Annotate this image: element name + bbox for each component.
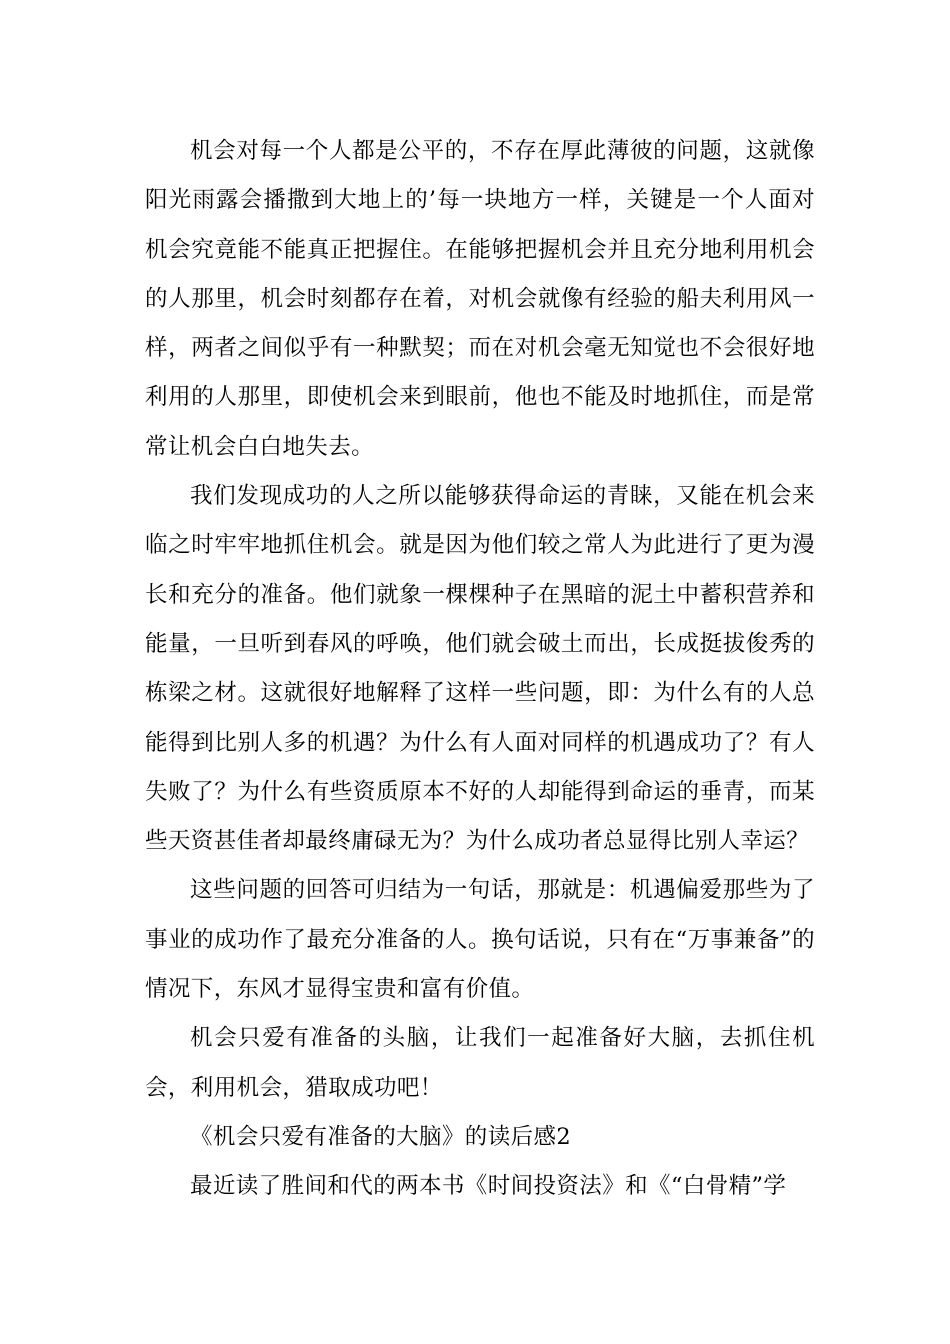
paragraph-conclusion: 机会只爱有准备的头脑，让我们一起准备好大脑，去抓住机会，利用机会，猎取成功吧！ [145,1025,815,1101]
section-heading: 《机会只爱有准备的大脑》的读后感2 [190,1123,572,1150]
paragraph-opportunity-fairness: 机会对每一个人都是公平的，不存在厚此薄彼的问题，这就像阳光雨露会播撒到大地上的’每一块地方一样，关键是一个人面对机会究竟能不能真正把握住。在能够把握机会并且充分地利用机会的人那里，机会时刻都存在着，对机会就像有经验的船夫利用风一样，两者之间似乎有一种默契；而在对机会毫无知觉也不会很好地利用的人那里，即使机会来到眼前，他也不能及时地抓住，而是常常让机会白白地失去。 [145,138,815,460]
paragraph-successful-people: 我们发现成功的人之所以能够获得命运的青睐，又能在机会来临之时牢牢地抓住机会。就是因为他们较之常人为此进行了更为漫长和充分的准备。他们就象一棵棵种子在黑暗的泥土中蓄积营养和能量，一旦听到春风的呼唤，他们就会破土而出，长成挺拔俊秀的栋梁之材。这就很好地解释了这样一些问题，即：为什么有的人总能得到比别人多的机遇？为什么有人面对同样的机遇成功了？有人失败了？为什么有些资质原本不好的人却能得到命运的垂青，而某些天资甚佳者却最终庸碌无为？为什么成功者总显得比别人幸运？ [145,483,815,855]
paragraph-next-section-start: 最近读了胜间和代的两本书《时间投资法》和《“白骨精”学 [190,1173,787,1200]
paragraph-prepared-people: 这些问题的回答可归结为一句话，那就是：机遇偏爱那些为了事业的成功作了最充分准备的人。换句话说，只有在“万事兼备”的情况下，东风才显得宝贵和富有价值。 [145,877,815,1003]
document-body [145,127,815,1212]
